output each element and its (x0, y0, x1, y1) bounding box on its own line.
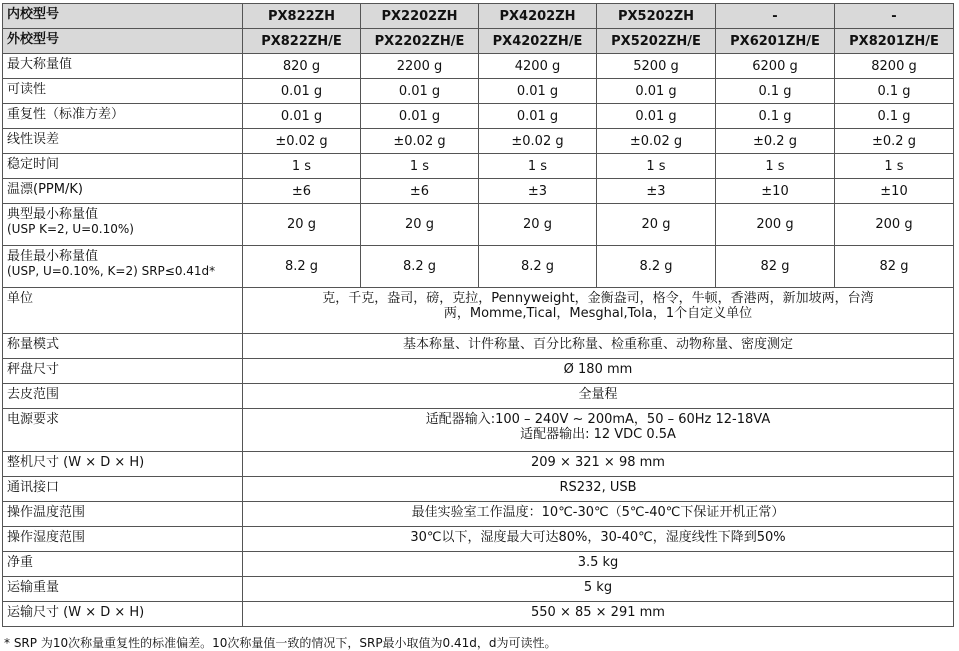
span-value: 3.5 kg (243, 552, 954, 577)
units-line: 克，千克，盎司，磅，克拉，Pennyweight，金衡盎司，格令，牛顿，香港两，新加坡两，台湾 (322, 291, 874, 306)
spec-value: 1 s (243, 154, 361, 179)
external-model-cell: PX8201ZH/E (835, 29, 954, 54)
spec-value: ±6 (361, 179, 479, 204)
power-line: 适配器输入:100 – 240V ~ 200mA，50 – 60Hz 12-18VA (425, 412, 771, 427)
power-line: 适配器输出: 12 VDC 0.5A (520, 427, 676, 442)
spec-label (3, 246, 243, 288)
spec-value: 1 s (479, 154, 597, 179)
spec-value: ±0.02 g (597, 129, 716, 154)
spec-value: 20 g (361, 204, 479, 246)
spec-value: ±0.02 g (479, 129, 597, 154)
units-row (3, 288, 954, 334)
external-model-label: 外校型号 (3, 29, 243, 54)
interface-row (3, 477, 954, 502)
spec-label-sub: (USP K=2, U=0.10%) (7, 222, 134, 236)
shipping-dimensions-row (3, 602, 954, 627)
spec-value: 1 s (597, 154, 716, 179)
spec-value: 8.2 g (243, 246, 361, 288)
spec-value: 0.01 g (479, 104, 597, 129)
internal-model-cell: PX4202ZH (479, 4, 597, 29)
spec-value: 8200 g (835, 54, 954, 79)
internal-model-label: 内校型号 (3, 4, 243, 29)
spec-value: 8.2 g (479, 246, 597, 288)
spec-value: 0.1 g (835, 79, 954, 104)
spec-value: 8.2 g (597, 246, 716, 288)
units-line: 两，Momme,Tical，Mesghal,Tola，1个自定义单位 (443, 306, 753, 321)
spec-value: ±10 (835, 179, 954, 204)
spec-value: ±3 (597, 179, 716, 204)
span-value: 209 × 321 × 98 mm (243, 452, 954, 477)
weighing-mode-row (3, 334, 954, 359)
spec-value: ±6 (243, 179, 361, 204)
span-value: Ø 180 mm (243, 359, 954, 384)
spec-label: 整机尺寸 (W × D × H) (3, 452, 243, 477)
span-value: 550 × 85 × 291 mm (243, 602, 954, 627)
spec-row (3, 154, 954, 179)
net-weight-row (3, 552, 954, 577)
spec-value: 8.2 g (361, 246, 479, 288)
spec-value: 0.01 g (361, 104, 479, 129)
spec-value: 200 g (835, 204, 954, 246)
spec-row (3, 246, 954, 288)
span-value: RS232, USB (243, 477, 954, 502)
spec-label (3, 204, 243, 246)
internal-model-cell: PX2202ZH (361, 4, 479, 29)
spec-value: 4200 g (479, 54, 597, 79)
spec-label: 操作湿度范围 (3, 527, 243, 552)
spec-value: 820 g (243, 54, 361, 79)
spec-label: 可读性 (3, 79, 243, 104)
spec-row (3, 79, 954, 104)
spec-value: 0.01 g (243, 104, 361, 129)
temperature-row (3, 502, 954, 527)
spec-value: 0.1 g (835, 104, 954, 129)
span-value: 基本称量、计件称量、百分比称量、检重称重、动物称量、密度测定 (243, 334, 954, 359)
external-model-cell: PX6201ZH/E (716, 29, 835, 54)
span-value: 30℃以下，湿度最大可达80%，30-40℃，湿度线性下降到50% (243, 527, 954, 552)
spec-label-main: 典型最小称量值 (7, 207, 99, 222)
spec-label: 称量模式 (3, 334, 243, 359)
spec-label: 秤盘尺寸 (3, 359, 243, 384)
footnote: * SRP 为10次称量重复性的标准偏差。10次称量值一致的情况下，SRP最小取值为0.41d，d为可读性。 (4, 636, 557, 650)
spec-value: 0.01 g (479, 79, 597, 104)
span-value: 全量程 (243, 384, 954, 409)
spec-value: 0.1 g (716, 79, 835, 104)
spec-label: 去皮范围 (3, 384, 243, 409)
units-value (243, 288, 954, 334)
spec-value: ±0.02 g (243, 129, 361, 154)
spec-value: 82 g (835, 246, 954, 288)
spec-row (3, 54, 954, 79)
spec-row (3, 104, 954, 129)
spec-value: ±3 (479, 179, 597, 204)
internal-model-cell: PX5202ZH (597, 4, 716, 29)
spec-value: 82 g (716, 246, 835, 288)
spec-value: 5200 g (597, 54, 716, 79)
spec-label: 单位 (3, 288, 243, 334)
power-value (243, 409, 954, 452)
spec-value: 0.01 g (361, 79, 479, 104)
internal-model-row (3, 4, 954, 29)
spec-row (3, 179, 954, 204)
external-model-cell: PX5202ZH/E (597, 29, 716, 54)
span-value: 5 kg (243, 577, 954, 602)
spec-label: 净重 (3, 552, 243, 577)
spec-value: 20 g (597, 204, 716, 246)
spec-label: 温漂(PPM/K) (3, 179, 243, 204)
spec-value: 0.1 g (716, 104, 835, 129)
spec-label: 运输重量 (3, 577, 243, 602)
spec-value: 1 s (716, 154, 835, 179)
spec-table (2, 3, 954, 627)
spec-value: 6200 g (716, 54, 835, 79)
spec-label-main: 最佳最小称量值 (7, 249, 99, 264)
span-value: 最佳实验室工作温度：10℃-30℃（5℃-40℃下保证开机正常） (243, 502, 954, 527)
spec-label: 操作温度范围 (3, 502, 243, 527)
spec-label: 通讯接口 (3, 477, 243, 502)
external-model-cell: PX4202ZH/E (479, 29, 597, 54)
spec-label: 稳定时间 (3, 154, 243, 179)
spec-value: 20 g (243, 204, 361, 246)
spec-label: 运输尺寸 (W × D × H) (3, 602, 243, 627)
spec-value: ±0.02 g (361, 129, 479, 154)
internal-model-cell: - (716, 4, 835, 29)
shipping-weight-row (3, 577, 954, 602)
spec-value: 0.01 g (243, 79, 361, 104)
spec-value: 2200 g (361, 54, 479, 79)
spec-value: 200 g (716, 204, 835, 246)
tare-range-row (3, 384, 954, 409)
external-model-row (3, 29, 954, 54)
internal-model-cell: - (835, 4, 954, 29)
spec-label: 线性误差 (3, 129, 243, 154)
spec-label: 最大称量值 (3, 54, 243, 79)
external-model-cell: PX2202ZH/E (361, 29, 479, 54)
spec-label: 电源要求 (3, 409, 243, 452)
spec-label: 重复性（标准方差） (3, 104, 243, 129)
spec-value: 1 s (361, 154, 479, 179)
internal-model-cell: PX822ZH (243, 4, 361, 29)
spec-value: 1 s (835, 154, 954, 179)
spec-row (3, 129, 954, 154)
spec-value: 0.01 g (597, 79, 716, 104)
spec-value: ±10 (716, 179, 835, 204)
pan-size-row (3, 359, 954, 384)
spec-value: 20 g (479, 204, 597, 246)
external-model-cell: PX822ZH/E (243, 29, 361, 54)
power-row (3, 409, 954, 452)
spec-value: ±0.2 g (716, 129, 835, 154)
humidity-row (3, 527, 954, 552)
spec-value: ±0.2 g (835, 129, 954, 154)
spec-label-sub: (USP, U=0.10%, K=2) SRP≤0.41d* (7, 264, 216, 278)
dimensions-row (3, 452, 954, 477)
spec-value: 0.01 g (597, 104, 716, 129)
spec-row (3, 204, 954, 246)
